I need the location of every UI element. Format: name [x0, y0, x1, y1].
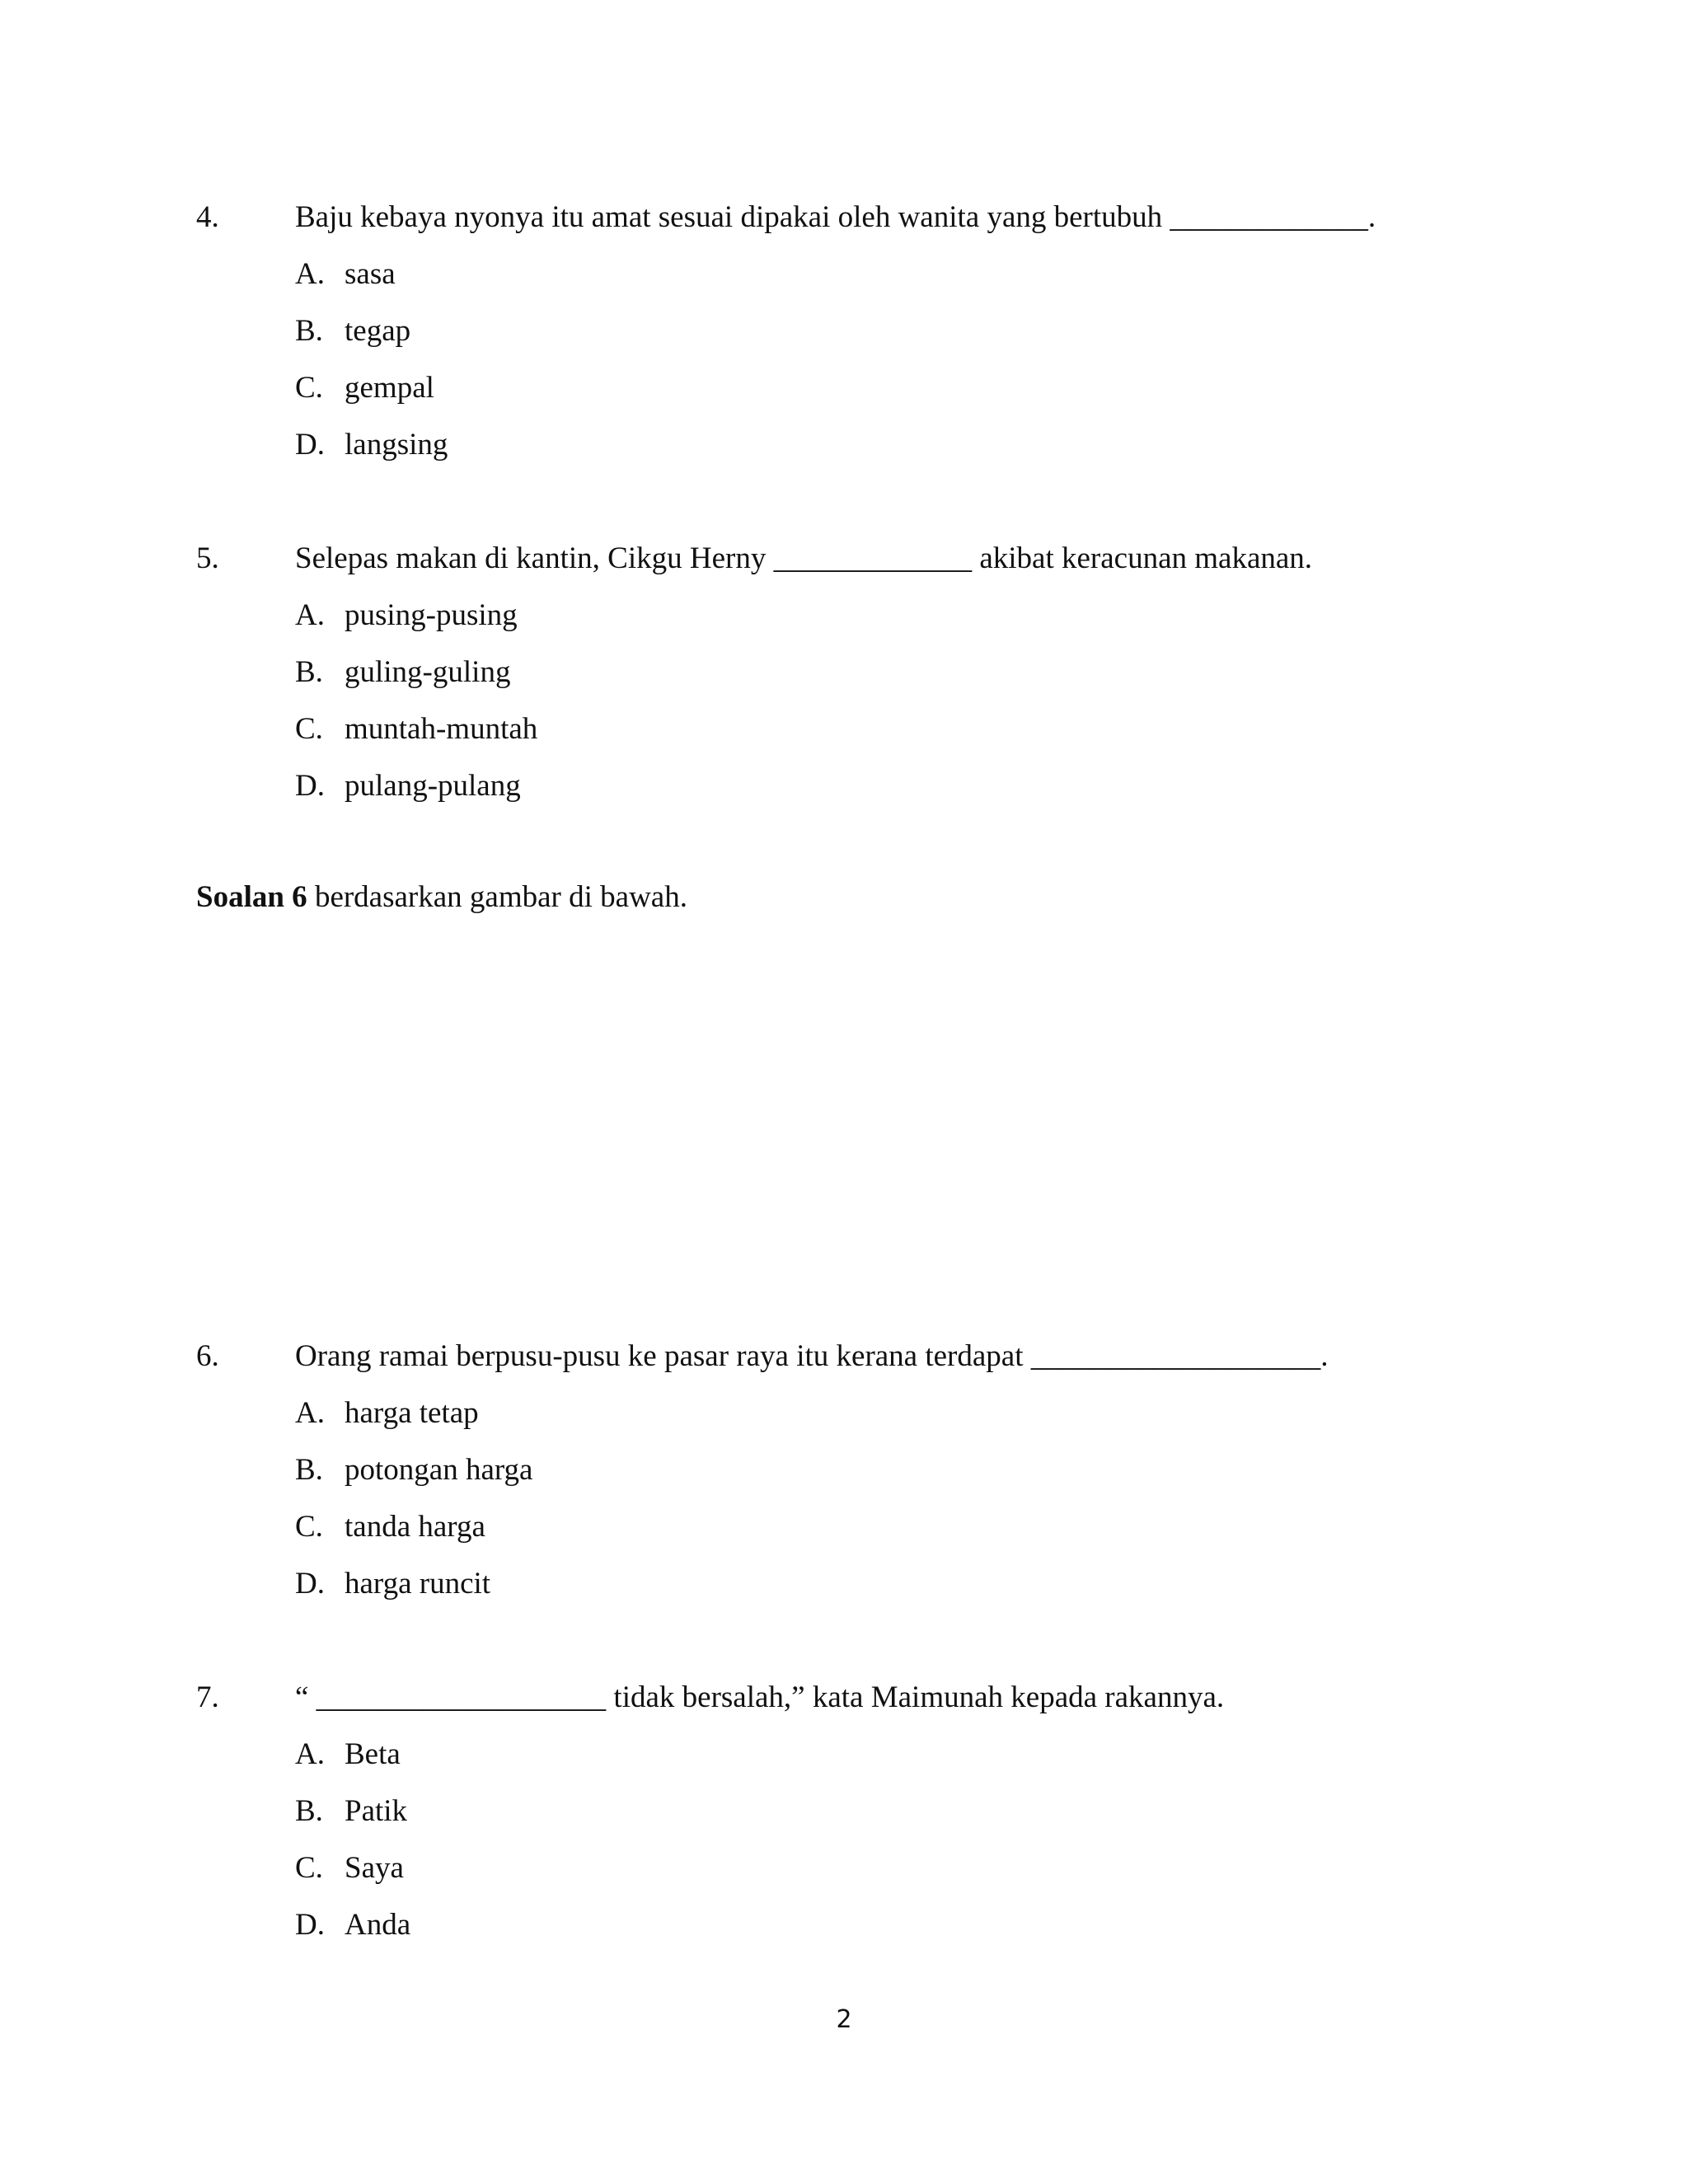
option-text: tanda harga — [345, 1510, 485, 1544]
question-stem: Selepas makan di kantin, Cikgu Herny _____________ akibat keracunan makanan. — [295, 541, 1313, 575]
question-number: 7. — [196, 1680, 219, 1714]
option-text: potongan harga — [345, 1453, 533, 1487]
question-number: 4. — [196, 200, 219, 234]
option-c[interactable] — [295, 1511, 485, 1542]
option-letter: A. — [295, 1737, 325, 1771]
option-a[interactable] — [295, 1739, 401, 1769]
option-letter: D. — [295, 1567, 325, 1601]
option-letter: B. — [295, 1794, 323, 1828]
option-d[interactable] — [295, 771, 521, 801]
option-c[interactable] — [295, 714, 537, 744]
question-number: 5. — [196, 541, 219, 575]
option-letter: B. — [295, 314, 323, 348]
option-text: langsing — [345, 428, 448, 462]
option-d[interactable] — [295, 1910, 410, 1940]
option-letter: C. — [295, 371, 323, 405]
option-text: Beta — [345, 1737, 401, 1771]
option-letter: A. — [295, 1396, 325, 1430]
option-d[interactable] — [295, 429, 448, 460]
question-stem: Baju kebaya nyonya itu amat sesuai dipakai oleh wanita yang bertubuh _____________. — [295, 200, 1376, 234]
option-letter: D. — [295, 769, 325, 803]
section-heading-text: berdasarkan gambar di bawah. — [307, 880, 687, 914]
question-stem: Orang ramai berpusu-pusu ke pasar raya itu kerana terdapat ___________________. — [295, 1339, 1329, 1373]
option-letter: A. — [295, 257, 325, 291]
option-letter: D. — [295, 1908, 325, 1942]
option-a[interactable] — [295, 600, 518, 630]
option-b[interactable] — [295, 657, 510, 687]
option-letter: A. — [295, 598, 325, 632]
option-a[interactable] — [295, 1398, 479, 1428]
option-text: sasa — [345, 257, 396, 291]
option-c[interactable] — [295, 373, 434, 403]
option-letter: C. — [295, 712, 323, 746]
option-text: gempal — [345, 371, 434, 405]
option-text: Anda — [345, 1908, 411, 1942]
question-number: 6. — [196, 1339, 219, 1373]
option-text: guling-guling — [345, 655, 511, 689]
page-number: 2 — [836, 2005, 852, 2034]
option-text: tegap — [345, 314, 411, 348]
option-text: Patik — [345, 1794, 408, 1828]
option-text: harga runcit — [345, 1567, 491, 1601]
section-heading — [196, 882, 687, 912]
option-b[interactable] — [295, 1796, 407, 1826]
picture-area — [196, 931, 1490, 1310]
option-text: Saya — [345, 1851, 404, 1885]
option-letter: B. — [295, 1453, 323, 1487]
option-letter: C. — [295, 1510, 323, 1544]
option-letter: B. — [295, 655, 323, 689]
option-text: pusing-pusing — [345, 598, 518, 632]
question-stem: “ ___________________ tidak bersalah,” kata Maimunah kepada rakannya. — [295, 1680, 1225, 1714]
option-text: muntah-muntah — [345, 712, 538, 746]
option-letter: D. — [295, 428, 325, 462]
option-b[interactable] — [295, 1455, 532, 1485]
option-d[interactable] — [295, 1568, 490, 1599]
option-b[interactable] — [295, 316, 410, 346]
option-c[interactable] — [295, 1853, 404, 1883]
option-letter: C. — [295, 1851, 323, 1885]
section-heading-bold: Soalan 6 — [196, 880, 307, 914]
option-a[interactable] — [295, 259, 396, 289]
option-text: harga tetap — [345, 1396, 479, 1430]
option-text: pulang-pulang — [345, 769, 521, 803]
